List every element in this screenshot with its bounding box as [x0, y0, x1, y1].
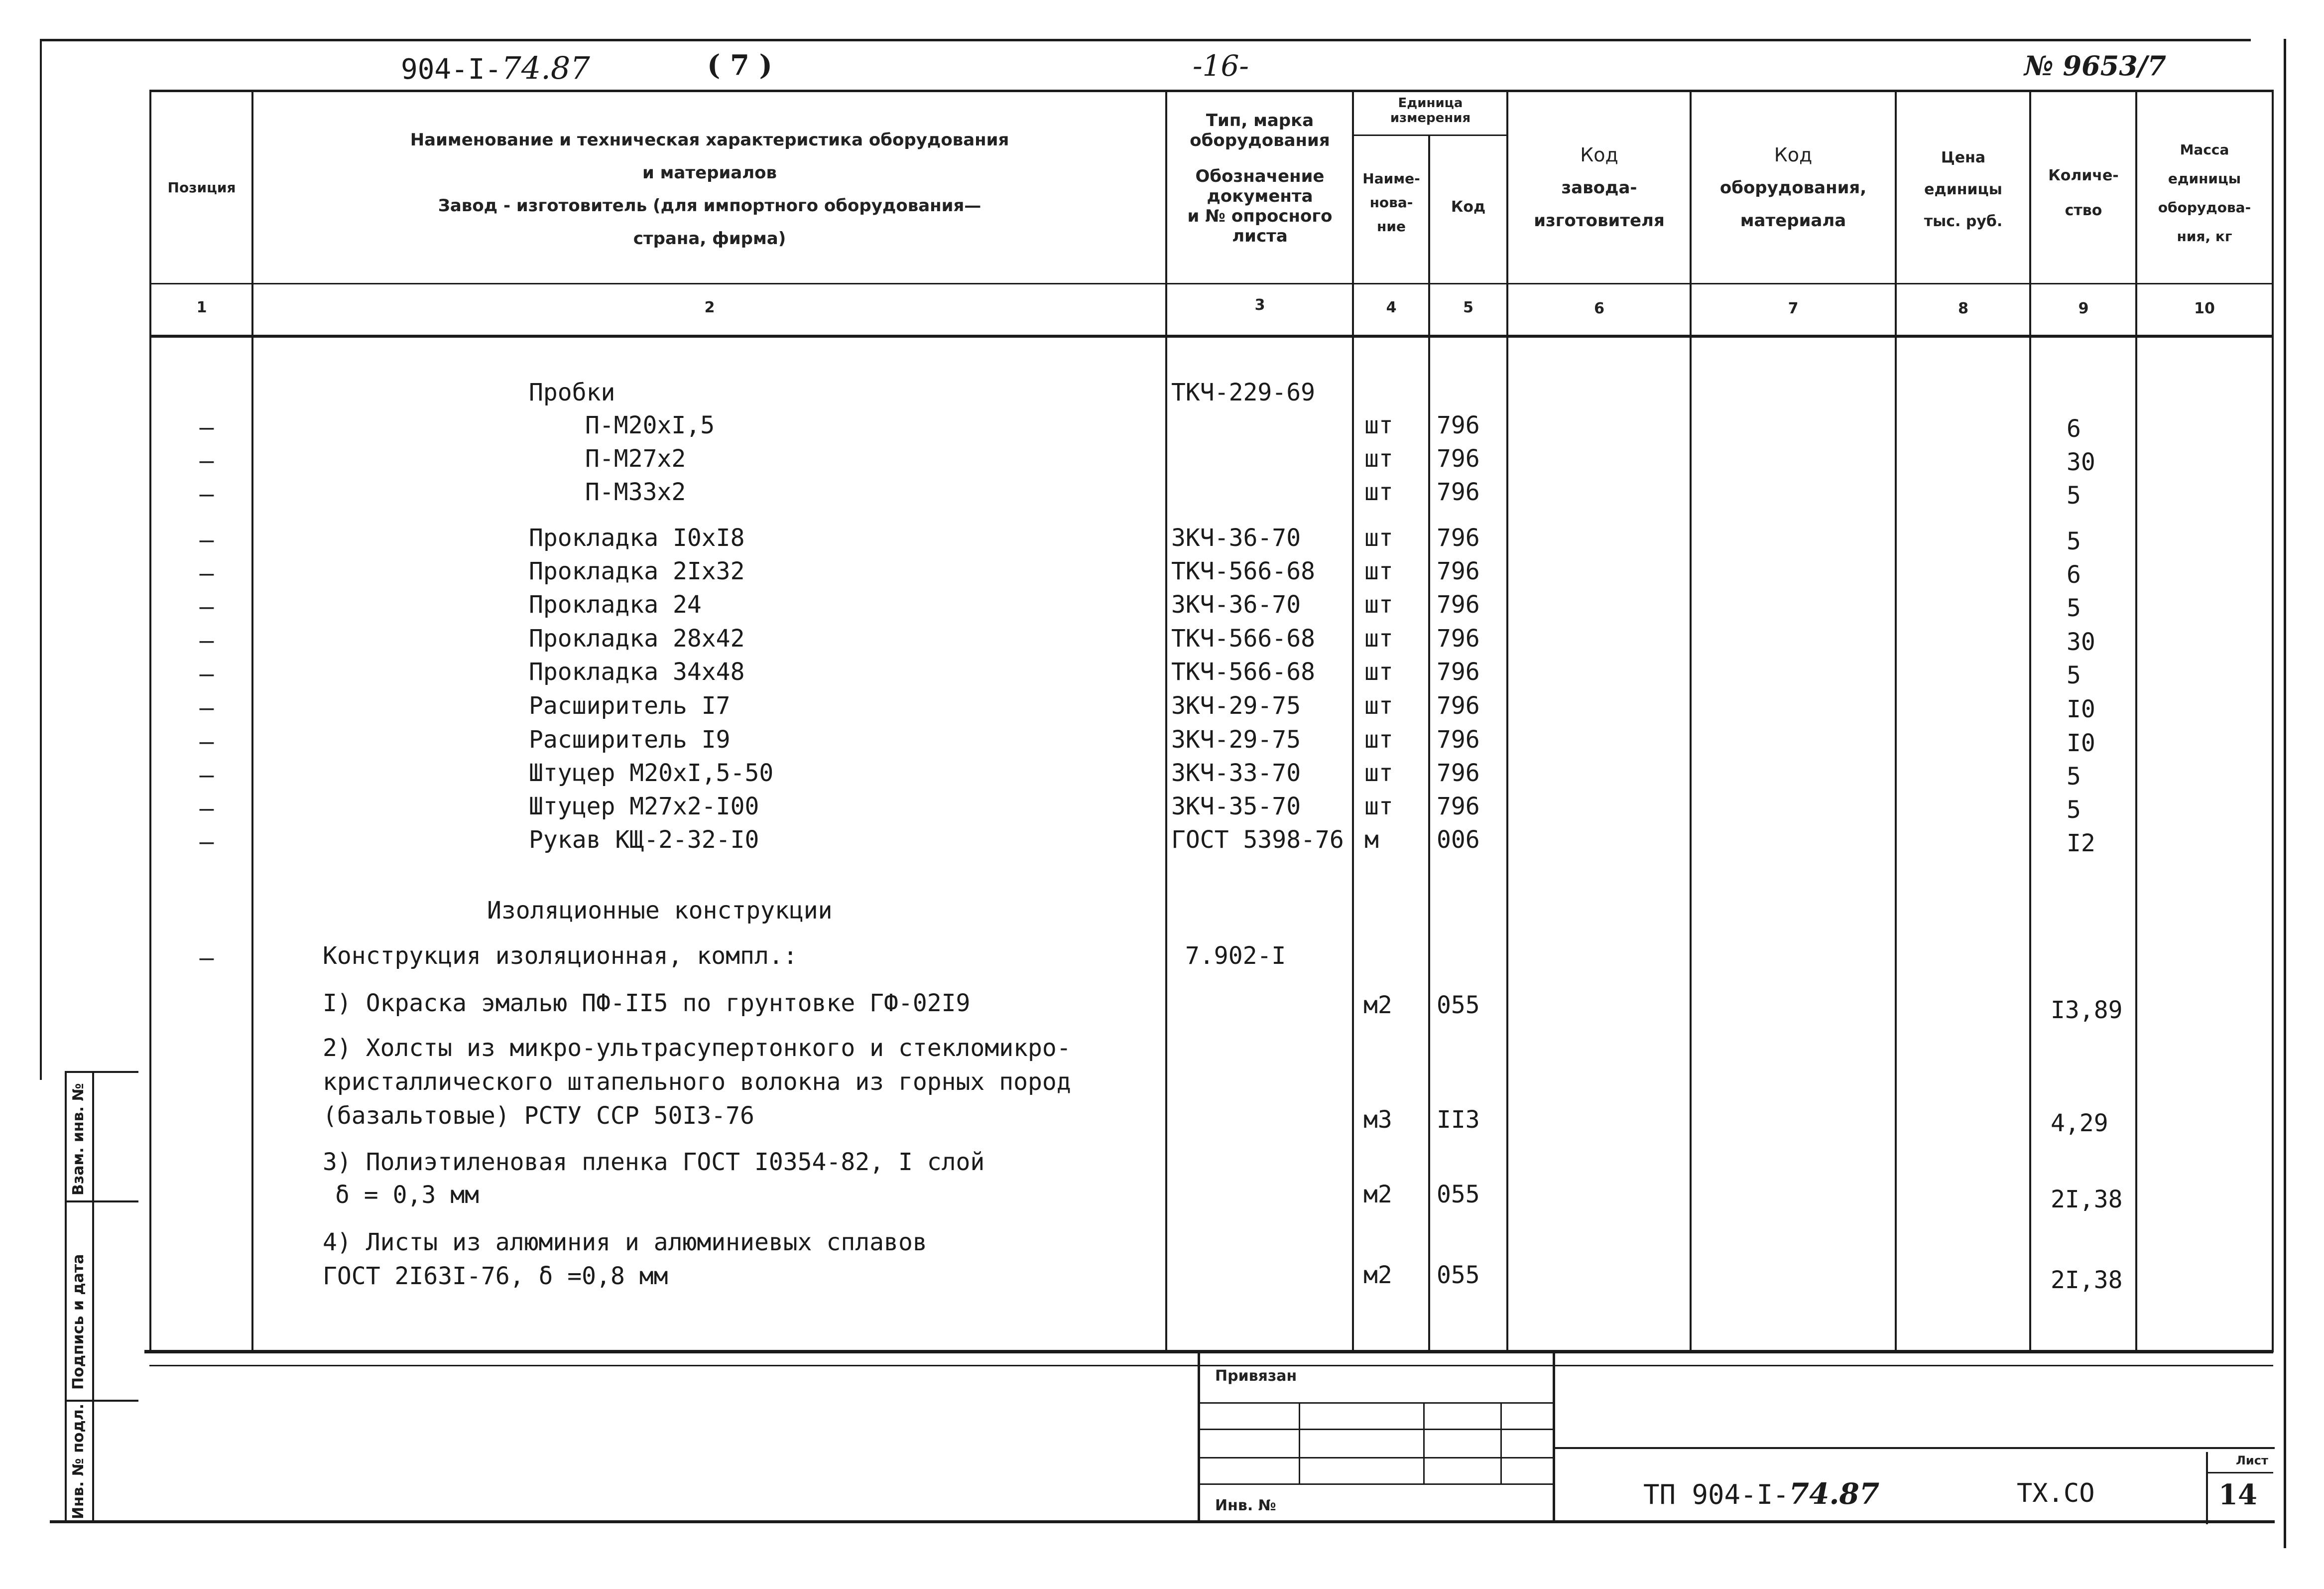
insulation-item-line: 3) Полиэтиленовая пленка ГОСТ I0354-82, I слой: [323, 1148, 985, 1176]
row-unit-code: 796: [1437, 524, 1480, 552]
row-unit-code: 006: [1437, 826, 1480, 854]
row-document: ТКЧ-229-69: [1171, 379, 1315, 406]
side-stamp-border: [92, 1071, 94, 1520]
row-unit: шт: [1364, 557, 1393, 585]
row-position: –: [199, 627, 214, 655]
row-name: Штуцер М20хI,5-50: [529, 759, 774, 787]
header-name-line: Наименование и техническая характеристика оборудования: [410, 130, 1009, 150]
insulation-item-line: 4) Листы из алюминия и алюминиевых сплавов: [323, 1228, 927, 1256]
column-number: 3: [1254, 296, 1265, 314]
row-unit: м: [1364, 826, 1379, 854]
bound-label: Привязан: [1215, 1367, 1297, 1385]
table-top-line: [149, 90, 2273, 92]
row-position: –: [199, 480, 214, 508]
row-unit-code: 796: [1437, 411, 1480, 439]
row-position: –: [199, 694, 214, 722]
column-number: 9: [2078, 300, 2089, 317]
row-quantity: 5: [2067, 594, 2081, 622]
row-unit-code: 796: [1437, 445, 1480, 473]
column-number: 7: [1788, 300, 1799, 317]
stamp-grid-line: [1299, 1402, 1300, 1483]
row-name: Расширитель I7: [529, 692, 731, 720]
header-plant-code: [1509, 138, 1690, 237]
row-name: П-М20хI,5: [585, 411, 715, 439]
page-number: -16-: [1193, 49, 1249, 83]
header-type-line: Обозначение: [1195, 166, 1325, 186]
row-unit: шт: [1364, 658, 1393, 686]
header-type-line: листа: [1232, 226, 1288, 246]
sheet-label: Лист: [2236, 1454, 2268, 1467]
album-number: ( 7 ): [707, 49, 772, 82]
header-unit-code: Код: [1451, 198, 1486, 216]
col-line-10: [2272, 90, 2274, 1352]
row-unit-code: 796: [1437, 625, 1480, 653]
table-bottom-line: [144, 1350, 2273, 1353]
row-position: –: [199, 447, 214, 475]
row-position: –: [199, 944, 214, 972]
row-name: Прокладка 2Iх32: [529, 557, 745, 585]
sheet-box-line: [2206, 1472, 2273, 1473]
col-line-8: [2029, 90, 2031, 1350]
number-row-bottom-line: [149, 335, 2273, 338]
row-quantity: 6: [2067, 561, 2081, 589]
header-type-line: документа: [1207, 186, 1313, 206]
header-name-line: и материалов: [642, 163, 777, 183]
column-number: 4: [1386, 299, 1397, 316]
project-code-handwritten: 74.87: [1789, 1477, 1880, 1511]
row-document: 7.902-I: [1185, 942, 1286, 970]
insulation-item: [323, 1225, 927, 1293]
side-replace-inventory: Взам. инв. №: [70, 1083, 87, 1195]
document-number: 904-I-74.87: [401, 50, 590, 86]
row-quantity: 5: [2067, 796, 2081, 824]
header-type-line: Тип, марка: [1206, 111, 1314, 131]
header-name: [254, 124, 1165, 255]
row-quantity: I2: [2067, 829, 2095, 857]
insulation-item-line: кристаллического штапельного волокна из горных пород: [323, 1068, 1071, 1096]
row-document: ЗКЧ-36-70: [1171, 524, 1301, 552]
stamp-left-line: [1198, 1351, 1200, 1523]
row-quantity: I0: [2067, 729, 2095, 757]
header-price: [1897, 142, 2029, 238]
header-type-line: и № опросного: [1187, 206, 1333, 226]
stamp-grid-line: [1423, 1402, 1425, 1483]
row-name: Прокладка 28х42: [529, 625, 745, 653]
header-price-line: тыс. руб.: [1924, 213, 2003, 230]
section-title: Изоляционные конструкции: [487, 897, 833, 925]
row-quantity: 5: [2067, 662, 2081, 689]
insulation-item-line: ГОСТ 2I63I-76, δ =0,8 мм: [323, 1262, 668, 1290]
column-number: 6: [1594, 300, 1604, 317]
table-lower-line: [149, 1365, 2273, 1366]
header-material-code-line: Код: [1774, 144, 1813, 166]
insulation-item: I) Окраска эмалью ПФ-II5 по грунтовке ГФ-02I9: [323, 989, 971, 1017]
header-mass-line: единицы: [2168, 170, 2241, 187]
row-name: Конструкция изоляционная, компл.:: [323, 942, 798, 970]
row-unit-code: 055: [1437, 1261, 1480, 1289]
header-bottom-line: [149, 283, 2273, 284]
row-unit: шт: [1364, 759, 1393, 787]
header-material-code-line: оборудования,: [1719, 178, 1867, 198]
header-material-code: [1692, 138, 1895, 237]
row-name: Рукав КЩ-2-32-I0: [529, 826, 759, 854]
row-unit-code: 796: [1437, 793, 1480, 820]
header-type-line: оборудования: [1190, 131, 1330, 150]
header-unit-name: [1354, 167, 1428, 239]
column-number: 5: [1463, 299, 1473, 316]
sheet-code: ТХ.СО: [2017, 1478, 2095, 1508]
row-quantity: 5: [2067, 528, 2081, 555]
document-number-handwritten: 74.87: [501, 50, 590, 86]
row-unit: м2: [1363, 1181, 1392, 1208]
row-unit-code: 055: [1437, 991, 1480, 1019]
row-quantity: 6: [2067, 415, 2081, 443]
row-document: ЗКЧ-29-75: [1171, 692, 1301, 720]
column-number: 1: [196, 299, 207, 316]
outer-top-border: [40, 39, 2251, 41]
row-quantity: 2I,38: [2051, 1186, 2123, 1213]
insulation-item-line: δ = 0,3 мм: [335, 1181, 479, 1209]
stamp-grid-line: [1500, 1402, 1502, 1483]
row-position: –: [199, 559, 214, 587]
header-price-line: единицы: [1924, 181, 2002, 198]
row-unit: шт: [1364, 411, 1393, 439]
row-name: П-М33х2: [585, 478, 686, 506]
row-unit: шт: [1364, 793, 1393, 820]
stamp-main-line: [1553, 1447, 2275, 1449]
sheet-number: 14: [2218, 1478, 2257, 1511]
row-position: –: [199, 728, 214, 756]
row-position: –: [199, 413, 214, 441]
outer-right-border: [2284, 39, 2286, 1548]
row-document: ЗКЧ-33-70: [1171, 759, 1301, 787]
header-material-code-line: материала: [1740, 211, 1846, 231]
project-code: ТП 904-I-74.87: [1643, 1477, 1880, 1511]
header-quantity-line: Количе-: [2048, 167, 2119, 184]
header-position: Позиция: [167, 179, 236, 196]
row-position: –: [199, 593, 214, 621]
row-unit-code: 796: [1437, 726, 1480, 754]
row-quantity: 2I,38: [2051, 1266, 2123, 1294]
row-unit: шт: [1364, 445, 1393, 473]
row-unit-code: 796: [1437, 557, 1480, 585]
row-name: Прокладка 34х48: [529, 658, 745, 686]
header-unit-name-line: ние: [1377, 218, 1406, 235]
header-name-line: Завод - изготовитель (для импортного оборудования—: [438, 196, 981, 216]
row-unit-code: II3: [1437, 1106, 1480, 1134]
row-document: ЗКЧ-36-70: [1171, 591, 1301, 619]
header-mass-line: оборудова-: [2158, 199, 2251, 216]
row-unit: шт: [1364, 524, 1393, 552]
header-plant-code-line: Код: [1580, 144, 1618, 166]
row-name: Штуцер М27х2-I00: [529, 793, 759, 820]
row-name: Прокладка I0хI8: [529, 524, 745, 552]
side-signature-date: Подпись и дата: [70, 1254, 87, 1390]
col-line-2: [1165, 90, 1167, 1350]
col-line-4: [1428, 134, 1430, 1350]
row-unit: м2: [1363, 1261, 1392, 1289]
header-plant-code-line: изготовителя: [1534, 211, 1665, 231]
row-unit-code: 055: [1437, 1181, 1480, 1208]
col-line-6: [1690, 90, 1692, 1350]
row-unit-code: 796: [1437, 658, 1480, 686]
row-unit: шт: [1364, 478, 1393, 506]
header-price-line: Цена: [1941, 149, 1986, 166]
row-position: –: [199, 526, 214, 554]
insulation-item: [323, 1031, 1071, 1133]
row-name: Пробки: [529, 379, 615, 406]
header-quantity: [2032, 158, 2135, 228]
header-unit-group: [1354, 96, 1506, 126]
column-number: 2: [704, 299, 715, 316]
insulation-item-line: (базальтовые) РСТУ ССР 50I3-76: [323, 1102, 754, 1130]
insulation-item-line: 2) Холсты из микро-ультрасупертонкого и стекломикро-: [323, 1034, 1071, 1062]
row-name: Расширитель I9: [529, 726, 731, 754]
stamp-bottom-line: [50, 1520, 2275, 1523]
side-stamp-divider: [65, 1200, 138, 1202]
sheet-box-line: [2206, 1452, 2208, 1524]
row-position: –: [199, 761, 214, 789]
header-plant-code-line: завода-: [1561, 178, 1637, 198]
header-mass-line: Масса: [2180, 141, 2229, 158]
row-unit: шт: [1364, 726, 1393, 754]
header-unit-name-line: Наиме-: [1362, 170, 1420, 187]
row-document: ЗКЧ-35-70: [1171, 793, 1301, 820]
row-unit: м3: [1363, 1106, 1392, 1134]
col-line-7: [1895, 90, 1897, 1350]
row-document: ТКЧ-566-68: [1171, 557, 1315, 585]
column-number: 10: [2194, 300, 2215, 317]
row-name: Прокладка 24: [529, 591, 702, 619]
row-unit: шт: [1364, 591, 1393, 619]
header-unit-group-line: измерения: [1390, 111, 1471, 126]
row-quantity: I0: [2067, 695, 2095, 723]
row-unit: шт: [1364, 625, 1393, 653]
row-position: –: [199, 794, 214, 822]
row-unit-code: 796: [1437, 692, 1480, 720]
row-document: ЗКЧ-29-75: [1171, 726, 1301, 754]
row-document: ТКЧ-566-68: [1171, 625, 1315, 653]
row-document: ГОСТ 5398-76: [1171, 826, 1344, 854]
header-unit-name-line: нова-: [1369, 194, 1413, 211]
col-line-0: [149, 90, 151, 1352]
col-line-3: [1352, 90, 1354, 1350]
archive-number: № 9653/7: [2024, 50, 2167, 82]
row-quantity: I3,89: [2051, 996, 2123, 1024]
header-quantity-line: ство: [2065, 202, 2102, 219]
row-position: –: [199, 660, 214, 688]
side-stamp-border: [65, 1071, 67, 1520]
stamp-grid-line: [1198, 1483, 1554, 1485]
row-quantity: 4,29: [2051, 1109, 2108, 1137]
inventory-label: Инв. №: [1215, 1497, 1276, 1514]
side-stamp-divider: [65, 1400, 138, 1402]
stamp-divider-line: [1553, 1351, 1555, 1523]
side-stamp-border: [65, 1071, 138, 1073]
outer-left-border: [40, 39, 42, 1080]
row-quantity: 5: [2067, 763, 2081, 791]
row-quantity: 30: [2067, 448, 2095, 476]
header-unit-group-line: Единица: [1398, 96, 1463, 111]
row-unit: м2: [1363, 991, 1392, 1019]
row-unit-code: 796: [1437, 591, 1480, 619]
header-name-line: страна, фирма): [633, 229, 786, 249]
header-mass: [2137, 135, 2272, 251]
row-quantity: 5: [2067, 482, 2081, 510]
row-unit: шт: [1364, 692, 1393, 720]
col-line-9: [2135, 90, 2137, 1350]
header-mass-line: ния, кг: [2177, 228, 2232, 245]
row-unit-code: 796: [1437, 759, 1480, 787]
col-line-1: [251, 90, 253, 1350]
row-quantity: 30: [2067, 628, 2095, 656]
row-document: ТКЧ-566-68: [1171, 658, 1315, 686]
row-position: –: [199, 828, 214, 856]
row-unit-code: 796: [1437, 478, 1480, 506]
col-line-5: [1506, 90, 1508, 1350]
row-name: П-М27х2: [585, 445, 686, 473]
column-number: 8: [1958, 300, 1968, 317]
side-inventory-original: Инв. № подл.: [70, 1403, 87, 1519]
insulation-item: [323, 1146, 984, 1211]
header-type: [1168, 111, 1352, 246]
